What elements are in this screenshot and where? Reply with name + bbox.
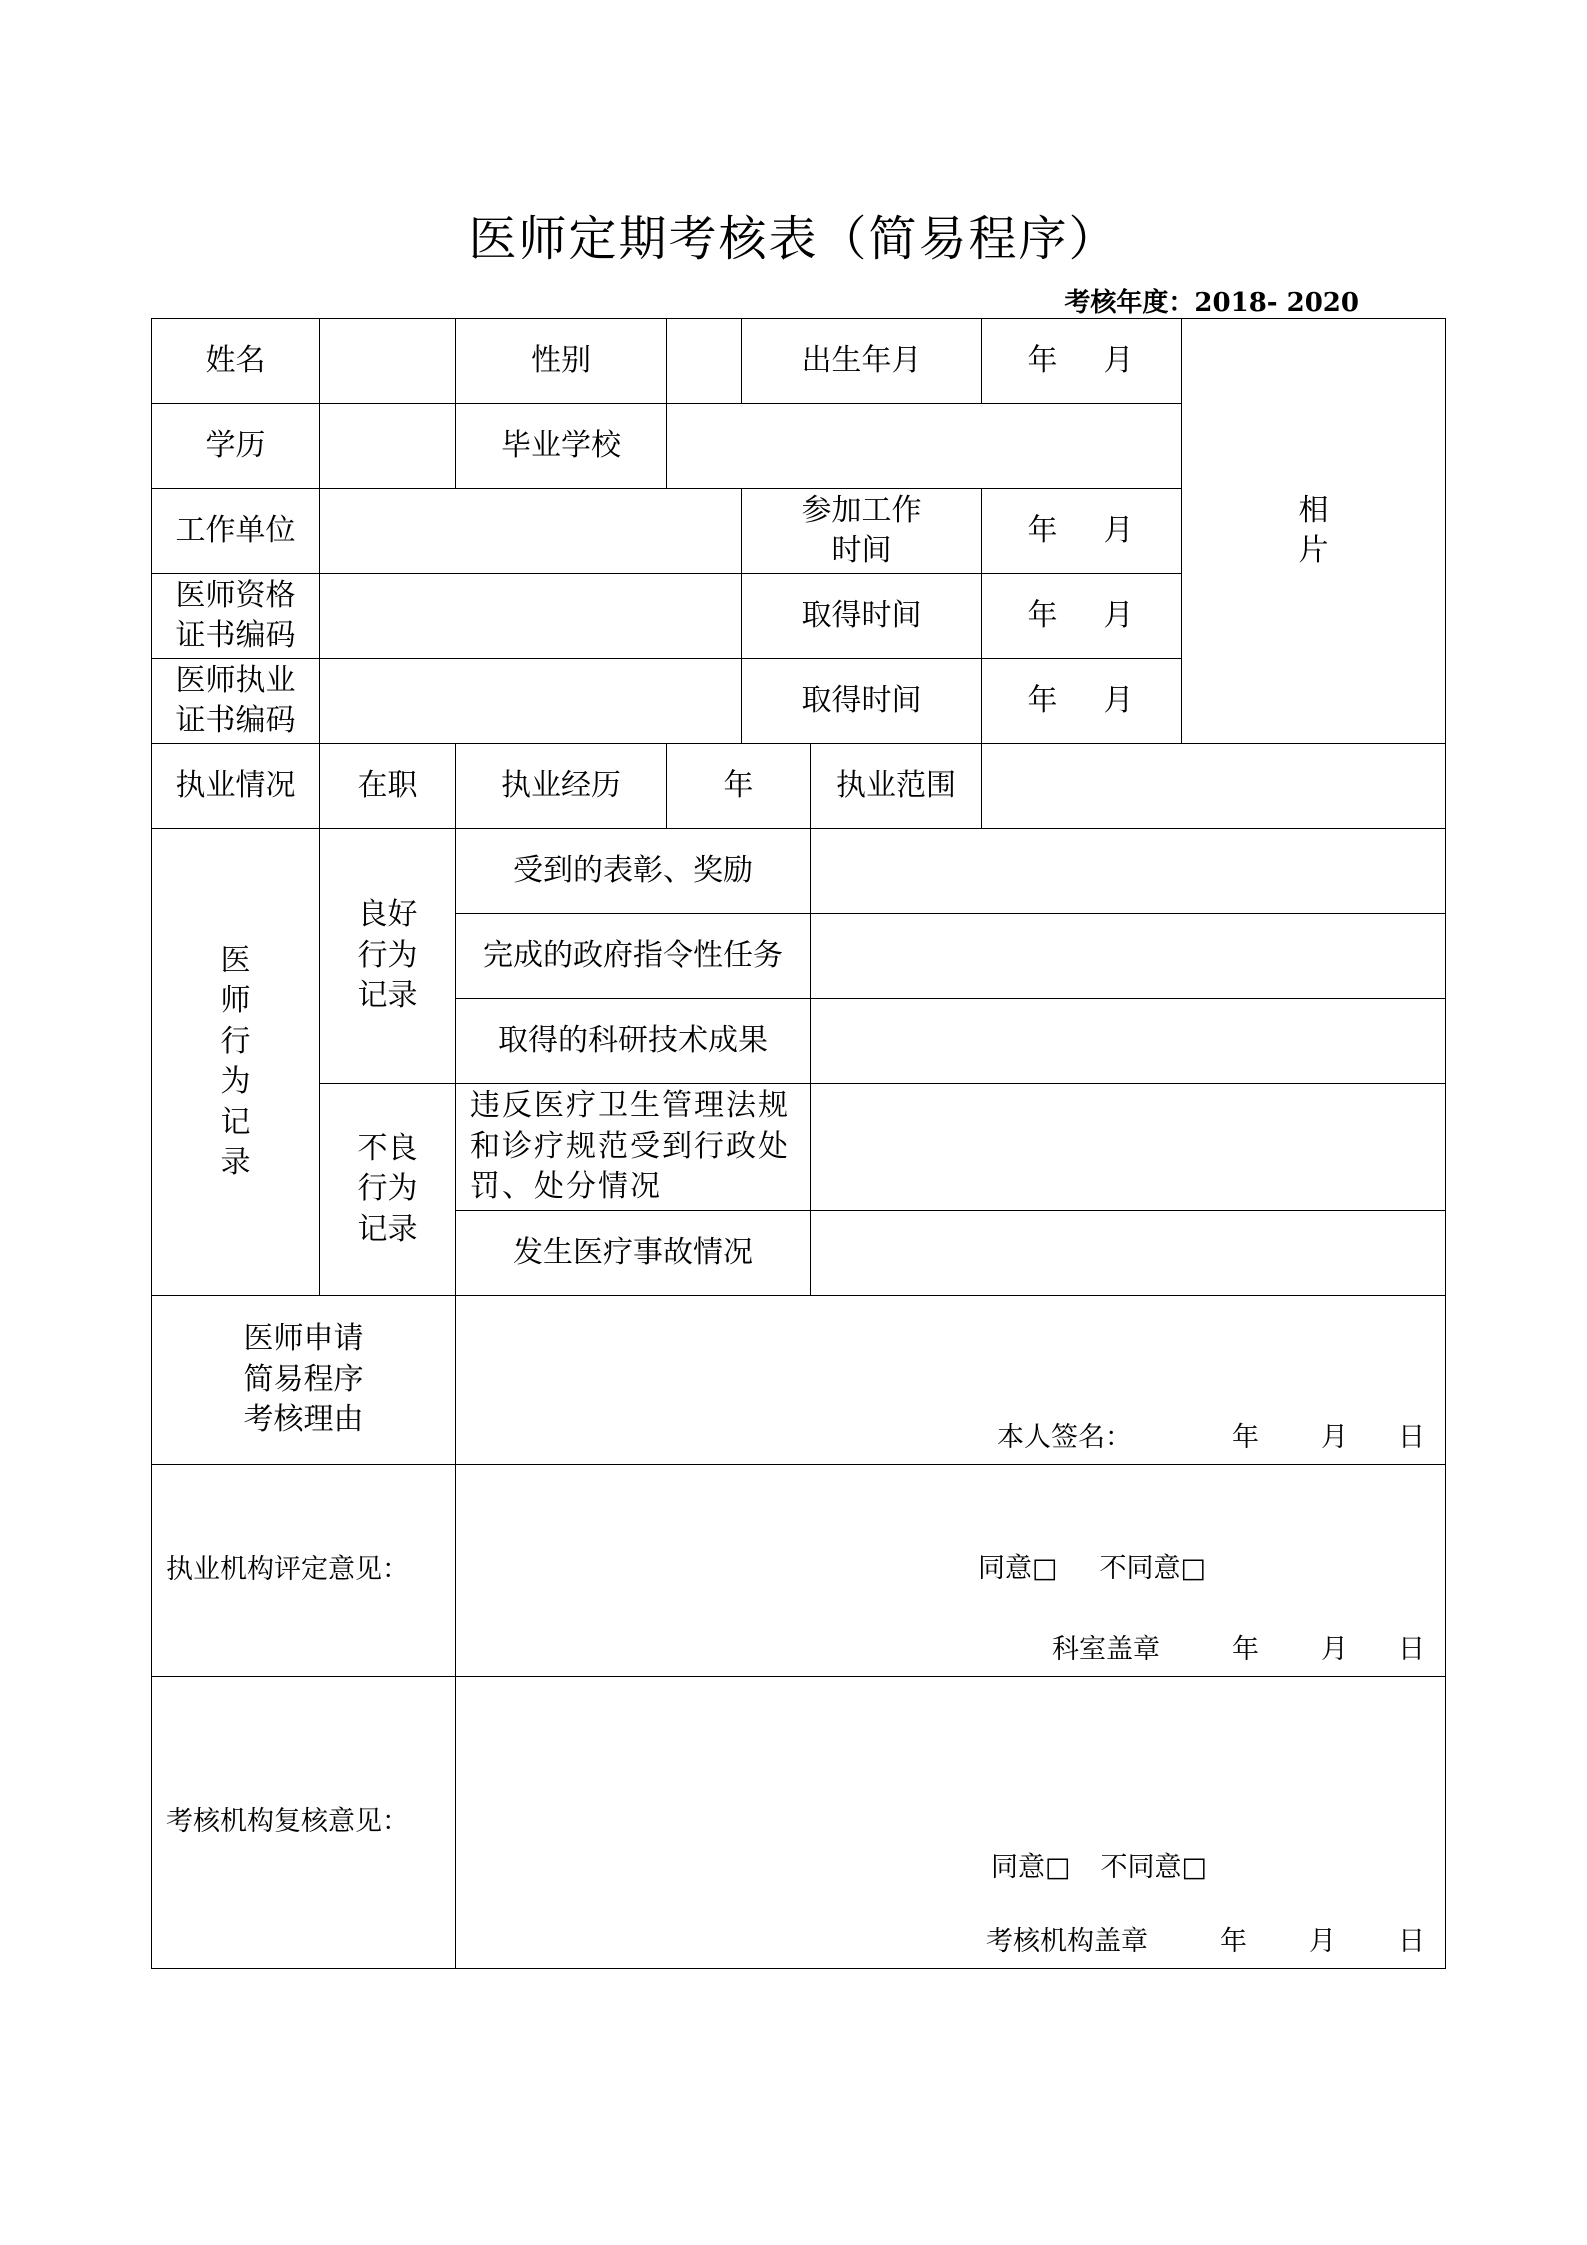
good-item-field[interactable] [811,829,1446,914]
date-day: 日 [1398,1633,1425,1665]
photo-box [1182,319,1446,744]
seal-label: 考核机构盖章 [986,1925,1148,1957]
join-work-label-line1: 参加工作 [801,492,922,528]
behavior-record-label [152,829,320,1296]
year-unit: 年 [1027,512,1060,548]
gender-field[interactable] [667,319,742,404]
join-work-label-line2: 时间 [831,533,892,568]
gender-label: 性别 [456,319,667,404]
review-seal-line [986,1924,1425,1960]
qual-obtain-time-field[interactable] [982,574,1182,659]
month-unit: 月 [1103,597,1136,633]
cert-practice-label [152,659,320,744]
good-item-field[interactable] [811,914,1446,999]
date-day: 日 [1398,1421,1425,1453]
reason-signature-line [997,1420,1425,1456]
practice-scope-field[interactable] [982,744,1446,829]
join-work-label [742,489,982,574]
reason-label-line: 医师申请 [243,1321,364,1357]
bad-item-field[interactable] [811,1211,1446,1296]
reason-field[interactable] [456,1296,1446,1465]
prac-obtain-time-field[interactable] [982,659,1182,744]
good-behavior-line: 记录 [357,978,418,1014]
good-behavior-line: 行为 [357,937,418,973]
birth-field[interactable] [982,319,1182,404]
year-unit: 年 [1027,682,1060,718]
education-field[interactable] [320,404,456,489]
agree-checkbox[interactable]: 同意□ [991,1852,1071,1883]
signature-label: 本人签名： [997,1421,1132,1453]
cert-qualification-label [152,574,320,659]
date-year: 年 [1220,1925,1247,1957]
good-item-field[interactable] [811,999,1446,1084]
cert-qualification-line1: 医师资格 [175,577,296,613]
practice-scope-label: 执业范围 [811,744,982,829]
disagree-checkbox[interactable]: 不同意□ [1100,1852,1208,1883]
bad-behavior-label [320,1084,456,1296]
cert-qualification-line2: 证书编码 [175,618,296,653]
page-title: 医师定期考核表（简易程序） [468,211,1119,267]
bad-item-field[interactable] [811,1084,1446,1211]
education-label: 学历 [152,404,320,489]
institution-agree-options [978,1551,1206,1587]
review-opinion-label: 考核机构复核意见： [152,1677,456,1969]
name-label: 姓名 [152,319,320,404]
year-unit: 年 [1027,342,1060,378]
prac-obtain-time-label: 取得时间 [742,659,982,744]
date-month: 月 [1321,1421,1348,1453]
cert-qualification-field[interactable] [320,574,742,659]
assessment-year: 考核年度：2018- 2020 [1064,288,1359,318]
bad-behavior-line: 不良 [357,1130,418,1166]
seal-label: 科室盖章 [1052,1633,1160,1665]
practice-status-label: 执业情况 [152,744,320,829]
practice-exp-field[interactable] [667,744,811,829]
behavior-char: 行 [220,1023,251,1059]
behavior-char: 医 [220,942,251,978]
cert-practice-line1: 医师执业 [175,662,296,698]
disagree-checkbox[interactable]: 不同意□ [1099,1553,1207,1584]
month-unit: 月 [1103,342,1136,378]
school-field[interactable] [667,404,1182,489]
reason-label-line: 考核理由 [243,1402,364,1438]
year-unit: 年 [723,767,754,803]
bad-item-label: 违反医疗卫生管理法规和诊疗规范受到行政处罚、处分情况 [456,1084,811,1211]
good-item-label: 取得的科研技术成果 [456,999,811,1084]
cert-practice-field[interactable] [320,659,742,744]
agree-checkbox[interactable]: 同意□ [978,1553,1058,1584]
institution-opinion-field[interactable] [456,1465,1446,1677]
month-unit: 月 [1103,512,1136,548]
qual-obtain-time-label: 取得时间 [742,574,982,659]
work-unit-field[interactable] [320,489,742,574]
cert-practice-line2: 证书编码 [175,703,296,738]
date-month: 月 [1309,1925,1336,1957]
behavior-char: 为 [220,1064,251,1099]
month-unit: 月 [1103,682,1136,718]
assessment-form [151,318,1446,1969]
bad-behavior-line: 记录 [357,1211,418,1247]
reason-label-line: 简易程序 [243,1361,364,1397]
bad-behavior-line: 行为 [357,1171,418,1207]
behavior-char: 记 [220,1104,251,1140]
practice-exp-label: 执业经历 [456,744,667,829]
behavior-char: 录 [220,1145,251,1180]
school-label: 毕业学校 [456,404,667,489]
year-unit: 年 [1027,597,1060,633]
work-unit-label: 工作单位 [152,489,320,574]
review-opinion-field[interactable] [456,1677,1446,1969]
institution-seal-line [1052,1632,1425,1668]
bad-item-label: 发生医疗事故情况 [456,1211,811,1296]
good-item-label: 受到的表彰、奖励 [456,829,811,914]
institution-opinion-label: 执业机构评定意见： [152,1465,456,1677]
good-behavior-label [320,829,456,1084]
birth-label: 出生年月 [742,319,982,404]
reason-label [152,1296,456,1465]
date-month: 月 [1321,1633,1348,1665]
photo-label-1: 相 [1298,492,1329,528]
good-item-label: 完成的政府指令性任务 [456,914,811,999]
date-day: 日 [1398,1925,1425,1957]
date-year: 年 [1232,1633,1259,1665]
good-behavior-line: 良好 [357,897,418,933]
review-agree-options [991,1850,1207,1886]
name-field[interactable] [320,319,456,404]
date-year: 年 [1232,1421,1259,1453]
on-duty-value: 在职 [320,744,456,829]
photo-label-2: 片 [1298,533,1329,568]
behavior-char: 师 [220,983,251,1018]
join-work-field[interactable] [982,489,1182,574]
